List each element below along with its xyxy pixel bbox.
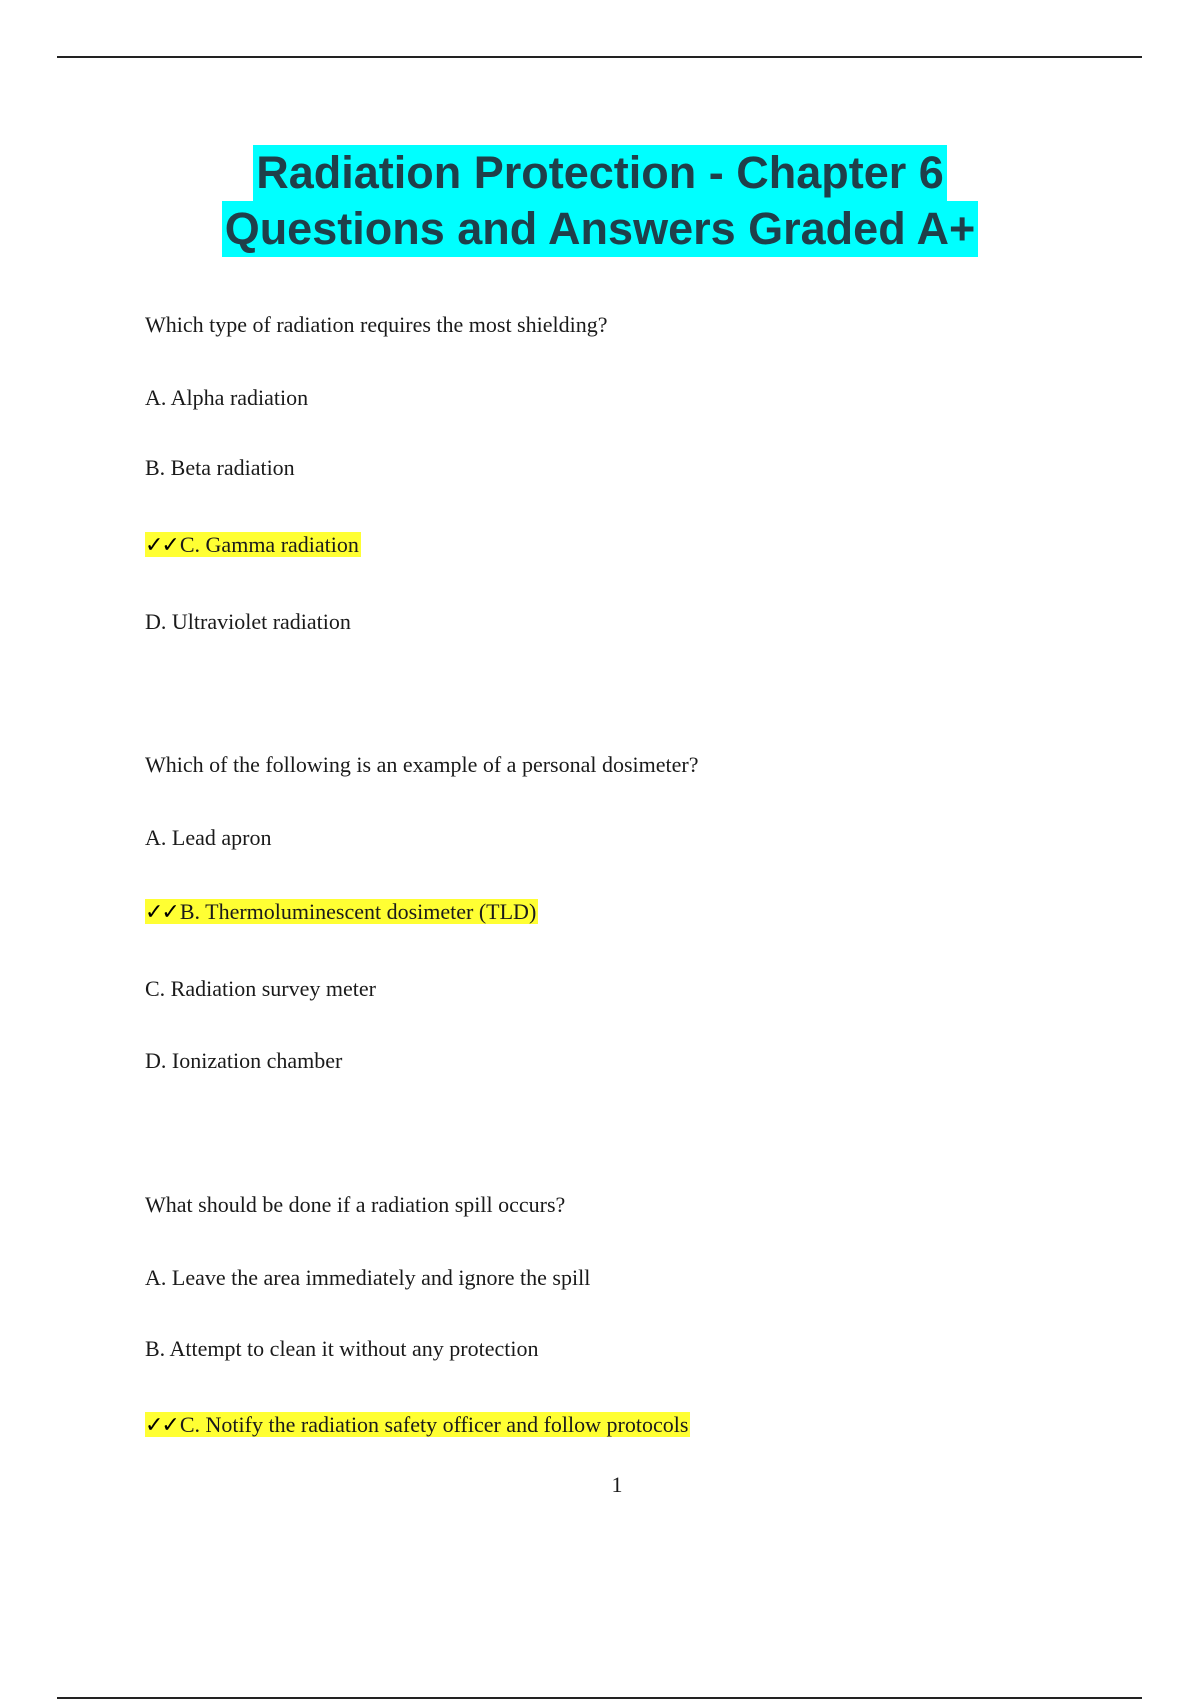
- page-number: 1: [611, 1472, 623, 1497]
- correct-answer-highlight: [145, 1412, 690, 1437]
- title-line-1: Radiation Protection - Chapter 6: [253, 145, 947, 201]
- question-3-option-a: A. Leave the area immediately and ignore the spill: [145, 1265, 591, 1290]
- answer-text: C. Gamma radiation: [179, 532, 359, 557]
- question-1-text: Which type of radiation requires the most shielding?: [145, 312, 608, 337]
- question-1-option-b: B. Beta radiation: [145, 455, 295, 480]
- question-1-option-a: A. Alpha radiation: [145, 385, 309, 410]
- question-1-option-d: D. Ultraviolet radiation: [145, 609, 351, 634]
- double-check-icon: ✓✓: [145, 1413, 178, 1438]
- double-check-icon: ✓✓: [145, 900, 178, 925]
- question-3-text: What should be done if a radiation spill occurs?: [145, 1192, 566, 1217]
- question-2-text: Which of the following is an example of a personal dosimeter?: [145, 752, 699, 777]
- answer-text: B. Thermoluminescent dosimeter (TLD): [179, 899, 537, 924]
- question-3-option-c-correct: [145, 1410, 690, 1441]
- question-1-option-c-correct: [145, 530, 361, 561]
- answer-text: C. Notify the radiation safety officer and follow protocols: [179, 1412, 689, 1437]
- question-3-option-b: B. Attempt to clean it without any protection: [145, 1336, 539, 1361]
- question-2-option-a: A. Lead apron: [145, 825, 272, 850]
- correct-answer-highlight: [145, 532, 361, 557]
- double-check-icon: ✓✓: [145, 533, 178, 558]
- document-title: [0, 145, 1200, 257]
- question-2-option-b-correct: [145, 897, 538, 928]
- question-2-option-d: D. Ionization chamber: [145, 1048, 343, 1073]
- header-rule: [57, 56, 1142, 58]
- question-2-option-c: C. Radiation survey meter: [145, 976, 376, 1001]
- correct-answer-highlight: [145, 899, 538, 924]
- footer-rule: [57, 1697, 1142, 1699]
- title-line-2: Questions and Answers Graded A+: [222, 201, 979, 257]
